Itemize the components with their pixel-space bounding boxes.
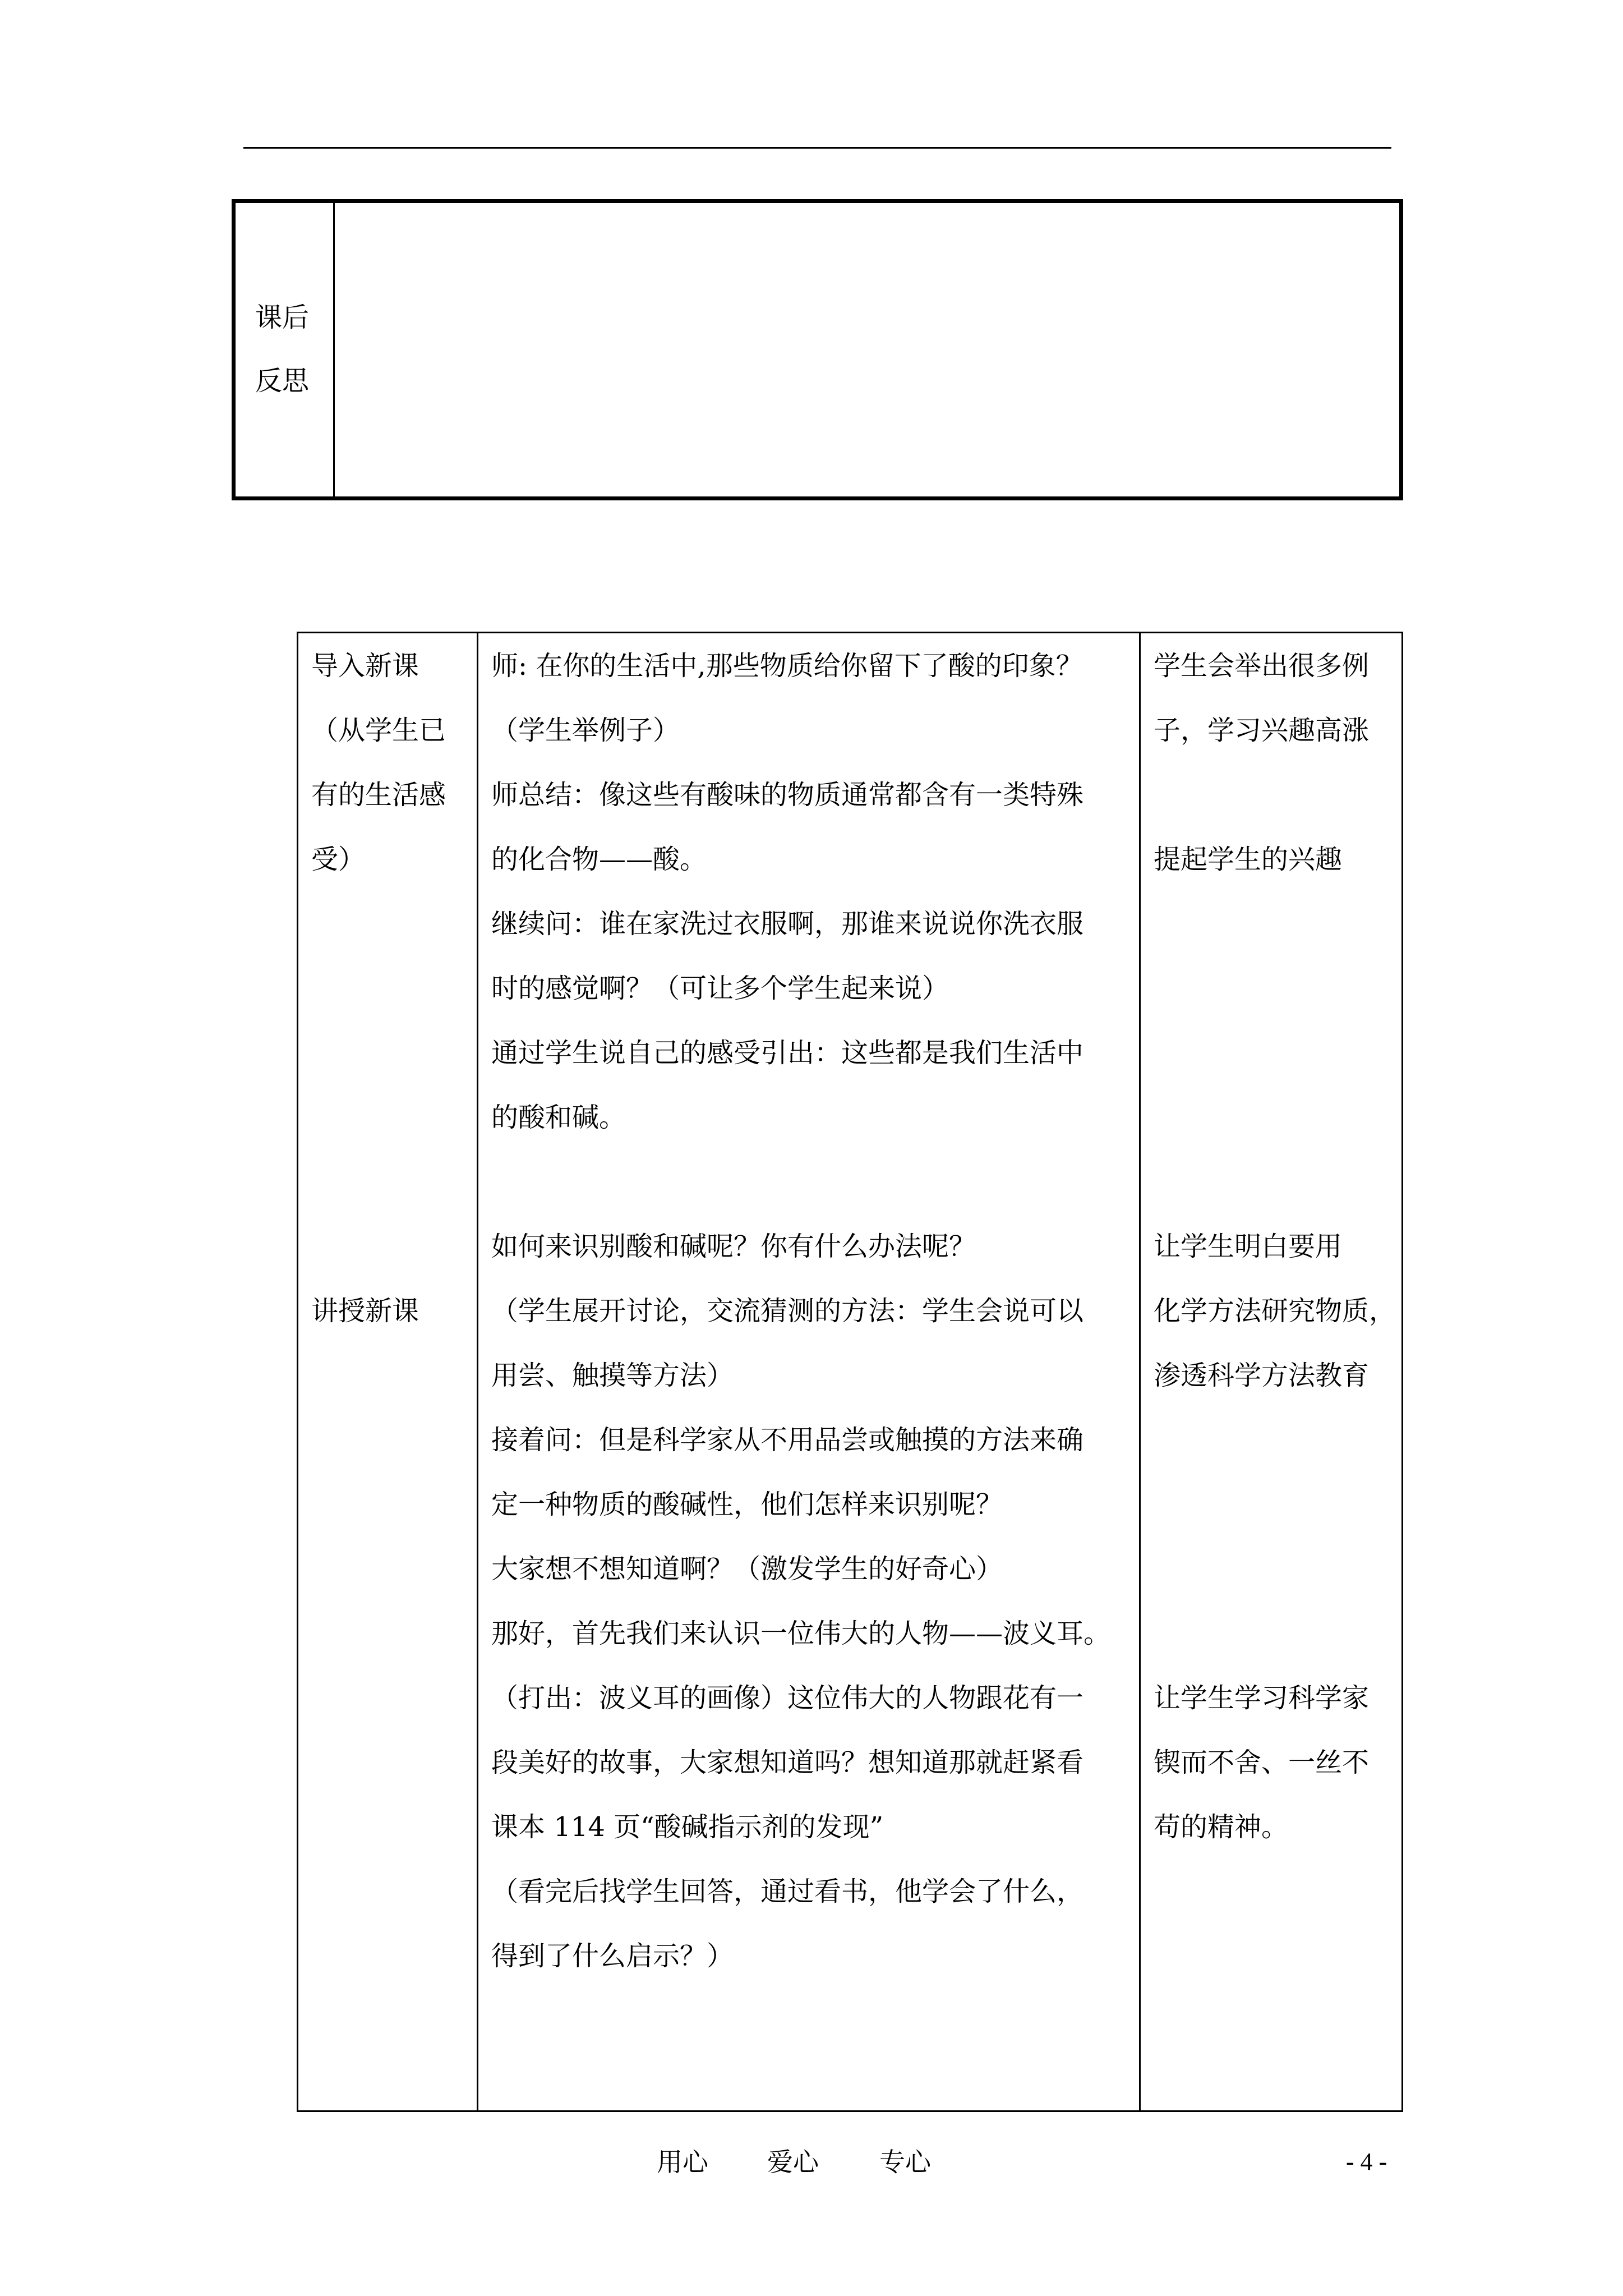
purpose-line [1154, 1150, 1401, 1214]
purpose-line [1154, 892, 1401, 956]
stage-line [311, 1085, 477, 1150]
purpose-line: 化学方法研究物质， [1154, 1295, 1396, 1327]
activity-line: 的化合物——酸。 [491, 844, 707, 875]
stage-line [311, 1214, 477, 1279]
stage-line: （从学生已 [311, 715, 446, 746]
stage-line: 有的生活感 [311, 779, 446, 811]
activity-line: （学生展开讨论，交流猜测的方法：学生会说可以 [491, 1295, 1084, 1327]
purpose-line [1154, 763, 1401, 827]
activity-line: 时的感觉啊？（可让多个学生起来说） [491, 973, 949, 1004]
lesson-plan-table [297, 632, 1403, 2112]
activity-line: 定一种物质的酸碱性，他们怎样来识别呢？ [491, 1489, 1003, 1520]
purpose-line: 渗透科学方法教育 [1154, 1360, 1370, 1391]
stage-line [311, 1021, 477, 1085]
reflection-table [232, 199, 1403, 500]
footer-motto: 用心 [657, 2147, 708, 2177]
purpose-line [1154, 1473, 1401, 1537]
activity-line: 段美好的故事，大家想知道吗？想知道那就赶紧看 [491, 1747, 1084, 1778]
purpose-line [1154, 1085, 1401, 1150]
purpose-line: 子，学习兴趣高涨 [1154, 715, 1370, 746]
reflection-label-line: 课后 [255, 302, 310, 333]
reflection-label [255, 286, 309, 413]
header-rule [243, 147, 1391, 149]
reflection-content [335, 203, 1399, 496]
purpose-line [1154, 1408, 1401, 1473]
activity-line: 师总结：像这些有酸味的物质通常都含有一类特殊 [491, 779, 1084, 811]
activity-line: 的酸和碱。 [491, 1102, 626, 1133]
page-number: - 4 - [1346, 2148, 1387, 2175]
stage-column [298, 633, 478, 2110]
stage-line [311, 1150, 477, 1214]
activity-line: 那好，首先我们来认识一位伟大的人物——波义耳。 [491, 1618, 1111, 1649]
purpose-column [1141, 633, 1401, 2110]
activity-line: 师: 在你的生活中,那些物质给你留下了酸的印象？ [491, 650, 1083, 682]
stage-line: 导入新课 [311, 650, 419, 682]
activity-line: 如何来识别酸和碱呢？你有什么办法呢？ [491, 1231, 976, 1262]
activity-line: 课本 114 页“酸碱指示剂的发现” [491, 1811, 884, 1843]
reflection-label-cell [236, 203, 335, 496]
activity-line: （打出：波义耳的画像）这位伟大的人物跟花有一 [491, 1682, 1084, 1714]
purpose-line: 让学生明白要用 [1154, 1231, 1343, 1262]
stage-line: 讲授新课 [311, 1295, 419, 1327]
stage-line: 受） [311, 844, 366, 875]
activity-line: （看完后找学生回答，通过看书，他学会了什么， [491, 1876, 1084, 1907]
activity-line [491, 1150, 1139, 1214]
reflection-label-line: 反思 [255, 365, 310, 397]
activity-column [478, 633, 1141, 2110]
purpose-line [1154, 1021, 1401, 1085]
purpose-line: 锲而不舍、一丝不 [1154, 1747, 1370, 1778]
purpose-line: 学生会举出很多例 [1154, 650, 1370, 682]
purpose-line: 让学生学习科学家 [1154, 1682, 1370, 1714]
purpose-line [1154, 1602, 1401, 1666]
stage-line [311, 956, 477, 1021]
activity-line: 得到了什么启示？） [491, 1940, 734, 1972]
purpose-line [1154, 1537, 1401, 1602]
activity-line: 用尝、触摸等方法） [491, 1360, 734, 1391]
activity-line: 通过学生说自己的感受引出：这些都是我们生活中 [491, 1037, 1084, 1069]
purpose-line [1154, 956, 1401, 1021]
activity-line: （学生举例子） [491, 715, 680, 746]
activity-line: 接着问：但是科学家从不用品尝或触摸的方法来确 [491, 1424, 1084, 1456]
activity-line: 继续问：谁在家洗过衣服啊，那谁来说说你洗衣服 [491, 908, 1084, 940]
footer-motto: 爱心 [767, 2147, 819, 2177]
purpose-line: 苟的精神。 [1154, 1811, 1289, 1843]
stage-line [311, 892, 477, 956]
purpose-line: 提起学生的兴趣 [1154, 844, 1343, 875]
activity-line: 大家想不想知道啊？（激发学生的好奇心） [491, 1553, 1003, 1585]
footer-motto: 专心 [879, 2147, 931, 2177]
